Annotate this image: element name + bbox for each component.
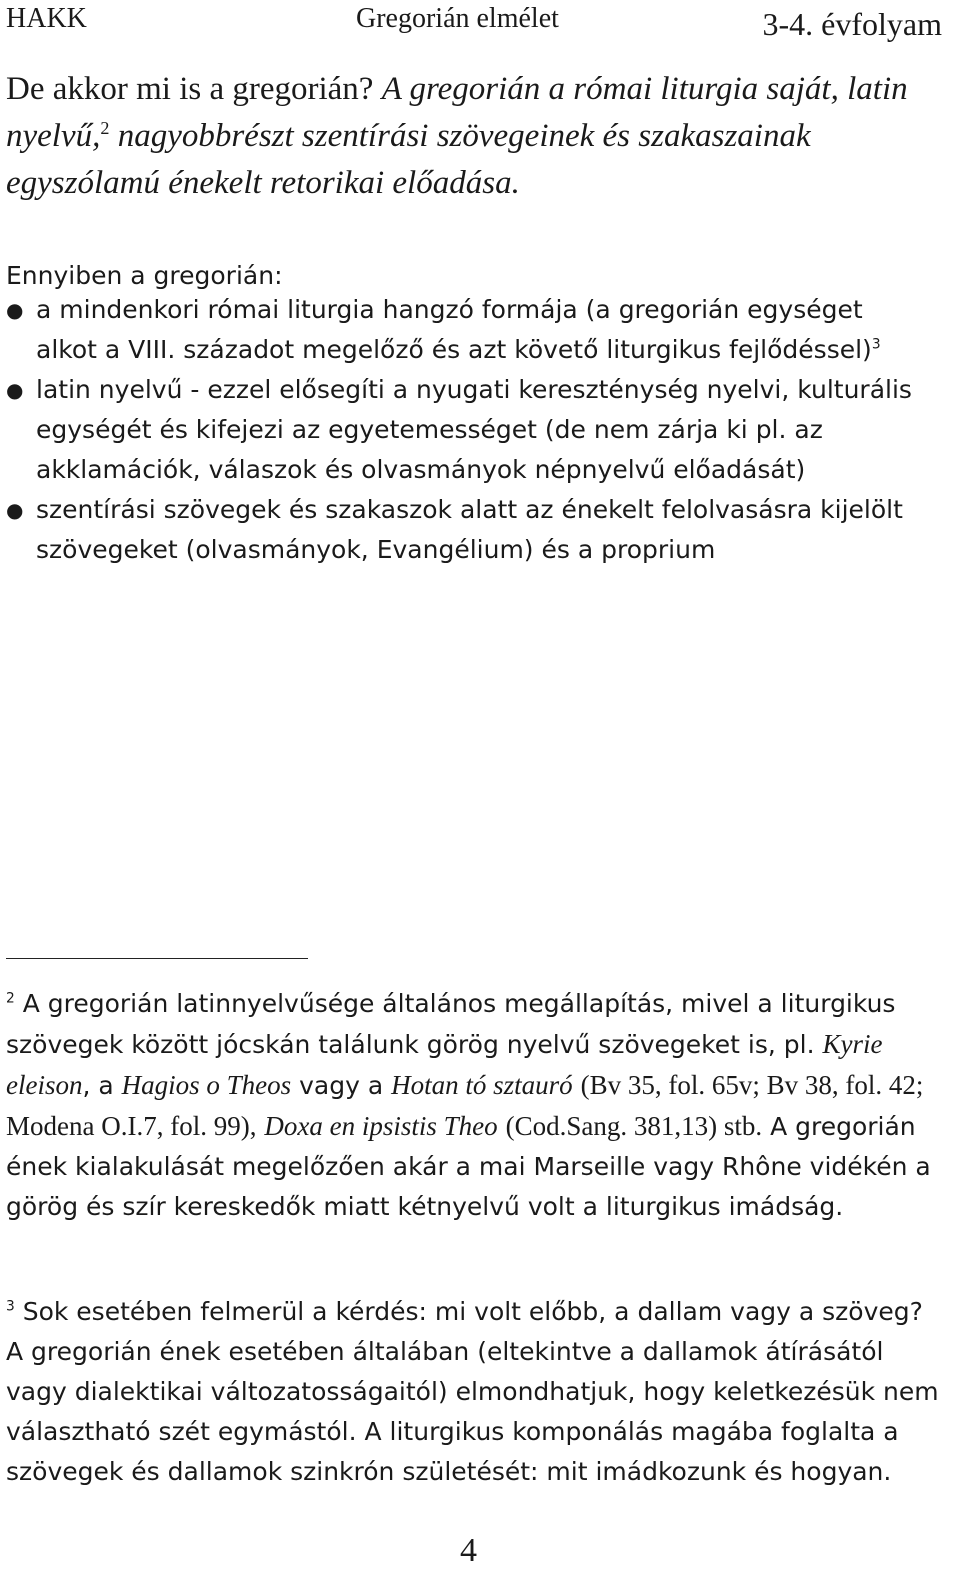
footnote-italic: Hagios o Theos: [121, 1070, 292, 1100]
footnote-number: 2: [6, 990, 15, 1007]
bullet-icon: ●: [6, 298, 24, 322]
footnote-text: A gregorián latinnyelvűsége általános megállapítás, mivel a liturgikus szövegek között jócskán találunk görög nyelvű szövegeket is, pl.: [6, 989, 896, 1059]
footnote-text: , a: [82, 1071, 114, 1100]
page-header: [0, 0, 960, 50]
bullet-list: [0, 290, 930, 570]
intro-definition-2: nagyobbrészt szentírási szövegeinek és szakaszainak egyszólamú énekelt retorikai előadása.: [6, 118, 811, 201]
footnote-ref-3[interactable]: 3: [871, 336, 881, 353]
list-item: [0, 290, 930, 370]
footnote-number: 3: [6, 1298, 15, 1315]
intro-paragraph: [6, 66, 936, 207]
list-item: [0, 370, 930, 490]
footnote-italic: Hotan tó sztauró: [391, 1070, 573, 1100]
list-item: [0, 490, 930, 570]
bullet-icon: ●: [6, 378, 24, 402]
bullet-icon: ●: [6, 498, 24, 522]
footnote-text: vagy a: [299, 1071, 384, 1100]
header-title: Gregorián elmélet: [356, 3, 559, 34]
footnote-citation: (Bv 35, fol. 65v; Bv 38, fol. 42; Modena O.I.7, fol. 99),: [6, 1070, 924, 1141]
footnote-ref-2[interactable]: 2: [100, 118, 110, 138]
page-number: 4: [460, 1532, 477, 1569]
footnote-text: Sok esetében felmerül a kérdés: mi volt előbb, a dallam vagy a szöveg? A gregorián ének esetében általában (eltekintve a dallamok átírásától vagy dialektikai változatosságaitól) elmondhatjuk, hogy keletkezésük nem választható szét egymástól. A liturgikus komponálás magába foglalta a szövegek és dallamok szinkrón születését: mit imádkozunk és hogyan.: [6, 1297, 939, 1486]
footnote-text: A gregorián ének kialakulását megelőzően akár a mai Marseille vagy Rhône vidékén a görög és szír kereskedők miatt kétnyelvű volt a liturgikus imádság.: [6, 1112, 931, 1221]
footnote-citation: (Cod.Sang. 381,13) stb.: [505, 1111, 763, 1141]
intro-question: De akkor mi is a gregorián?: [6, 71, 374, 107]
footnote-2: [6, 984, 946, 1227]
list-item-text: a mindenkori római liturgia hangzó formája (a gregorián egységet alkot a VIII. századot megelőző és azt követő liturgikus fejlődéssel): [36, 295, 872, 364]
list-item-text: latin nyelvű - ezzel elősegíti a nyugati kereszténység nyelvi, kulturális egységét és kifejezi az egyetemességet (de nem zárja ki pl. az akklamációk, válaszok és olvasmányok népnyelvű előadását): [36, 375, 912, 484]
header-left: HAKK: [6, 3, 87, 34]
list-title: Ennyiben a gregorián:: [6, 261, 283, 290]
list-item-text: szentírási szövegek és szakaszok alatt az énekelt felolvasásra kijelölt szövegeket (olvasmányok, Evangélium) és a proprium: [36, 495, 903, 564]
header-grade: 3-4. évfolyam: [762, 6, 942, 42]
footnote-italic: Doxa en ipsistis Theo: [264, 1111, 498, 1141]
intro-definition-1: A gregorián a római liturgia saját, latin nyelvű,: [6, 71, 908, 154]
footnote-3: [6, 1292, 946, 1492]
footnote-separator: [6, 958, 308, 959]
footnote-italic: Kyrie eleison: [6, 1029, 883, 1100]
